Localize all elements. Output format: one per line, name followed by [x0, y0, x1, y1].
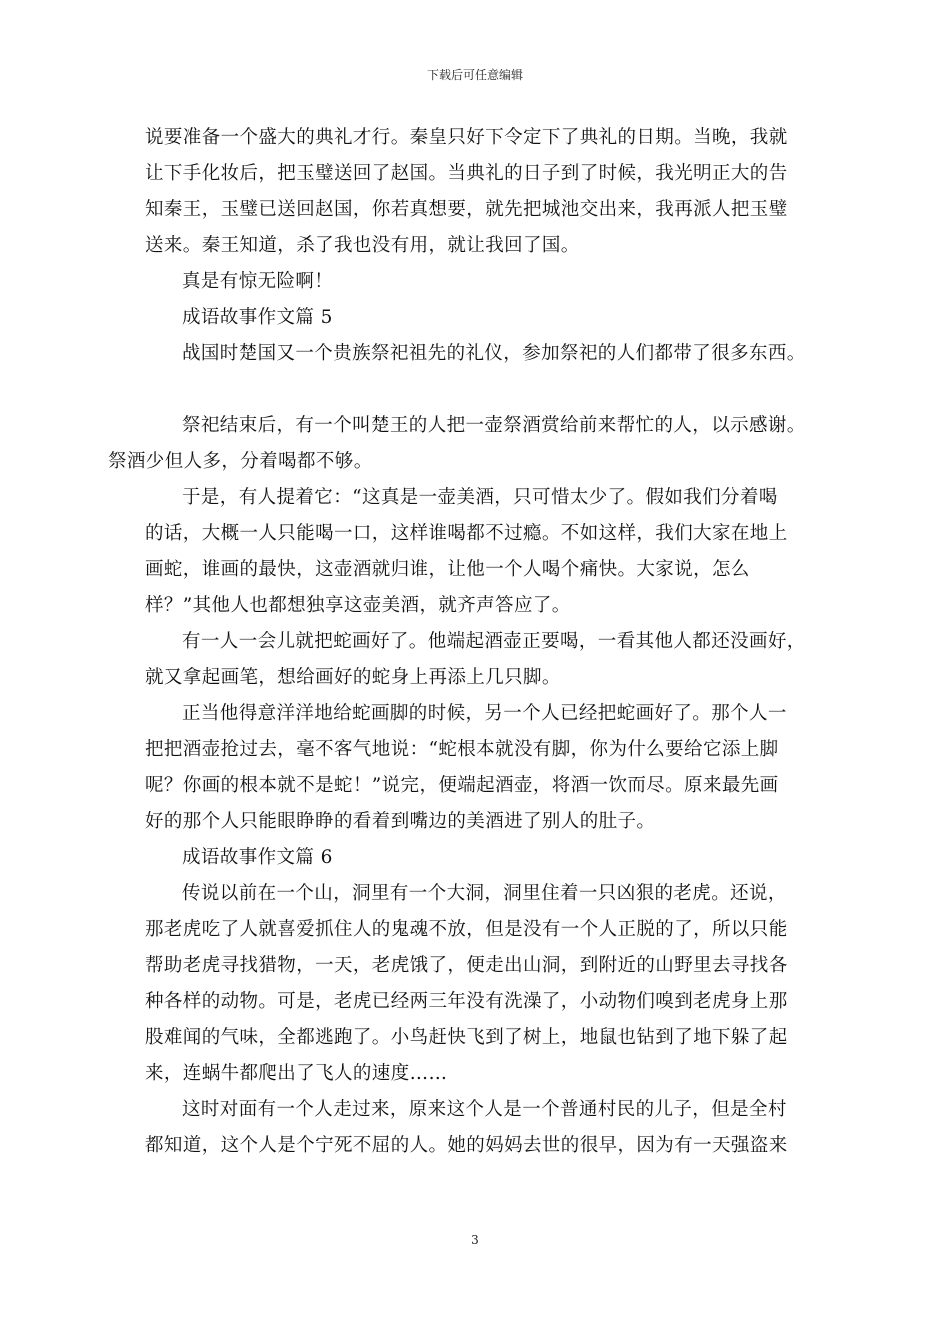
text-line-continued: 那老虎吃了人就喜爱抓住人的鬼魂不放，但是没有一个人正脱的了，所以只能	[145, 919, 788, 940]
paragraph-8	[145, 876, 817, 1092]
text-line-continued: 股难闻的气味，全都逃跑了。小鸟赶快飞到了树上，地鼠也钻到了地下躲了起	[145, 1027, 788, 1048]
section-heading-6	[145, 840, 817, 876]
page-header: 下载后可任意编辑	[426, 68, 523, 82]
document-body	[108, 120, 817, 1164]
text-line: 让下手化妆后，把玉璧送回了赵国。当典礼的日子到了时候，我光明正大的告	[145, 163, 788, 184]
text-line-continued: 呢？你画的根本就不是蛇！”说完，便端起酒壶，将酒一饮而尽。原来最先画	[145, 775, 779, 796]
paragraph-4	[108, 408, 817, 480]
text-line: 知秦王，玉璧已送回赵国，你若真想要，就先把城池交出来，我再派人把玉璧	[145, 199, 788, 220]
text-line-continued: 把把酒壶抢过去，毫不客气地说：“蛇根本就没有脚，你为什么要给它添上脚	[145, 739, 779, 760]
text-line: 成语故事作文篇 5	[182, 307, 333, 328]
paragraph-9	[145, 1092, 817, 1164]
paragraph-5	[145, 480, 817, 624]
text-line-continued: 画蛇，谁画的最快，这壶酒就归谁，让他一个人喝个痛快。大家说，怎么	[145, 559, 750, 580]
paragraph-3	[145, 336, 817, 372]
paragraph-6	[145, 624, 817, 696]
text-line-continued: 来，连蜗牛都爬出了飞人的速度……	[145, 1063, 448, 1084]
text-line: 正当他得意洋洋地给蛇画脚的时候，另一个人已经把蛇画好了。那个人一	[182, 703, 787, 724]
text-line-continued: 的话，大概一人只能喝一口，这样谁喝都不过瘾。不如这样，我们大家在地上	[145, 523, 788, 544]
paragraph-1	[145, 120, 817, 264]
text-line: 有一人一会儿就把蛇画好了。他端起酒壶正要喝，一看其他人都还没画好，	[182, 631, 806, 652]
text-line-continued: 都知道，这个人是个宁死不屈的人。她的妈妈去世的很早，因为有一天强盗来	[145, 1135, 788, 1156]
section-heading-5	[145, 300, 817, 336]
text-line-continued: 种各样的动物。可是，老虎已经两三年没有洗澡了，小动物们嗅到老虎身上那	[145, 991, 788, 1012]
paragraph-2	[145, 264, 817, 300]
text-line-continued: 样？”其他人也都想独享这壶美酒，就齐声答应了。	[145, 595, 571, 616]
text-line: 祭祀结束后，有一个叫楚王的人把一壶祭酒赏给前来帮忙的人，以示感谢。	[182, 415, 806, 436]
page-number: 3	[471, 1233, 479, 1247]
text-line: 说要准备一个盛大的典礼才行。秦皇只好下令定下了典礼的日期。当晚，我就	[145, 127, 788, 148]
blank-line	[145, 372, 817, 408]
text-line: 这时对面有一个人走过来，原来这个人是一个普通村民的儿子，但是全村	[182, 1099, 787, 1120]
text-line-continued: 帮助老虎寻找猎物，一天，老虎饿了，便走出山洞，到附近的山野里去寻找各	[145, 955, 788, 976]
text-line: 成语故事作文篇 6	[182, 847, 333, 868]
text-line-continued: 祭酒少但人多，分着喝都不够。	[108, 451, 373, 472]
text-line: 送来。秦王知道，杀了我也没有用，就让我回了国。	[145, 235, 580, 256]
text-line-continued: 好的那个人只能眼睁睁的看着到嘴边的美酒进了别人的肚子。	[145, 811, 656, 832]
text-line: 传说以前在一个山，洞里有一个大洞，洞里住着一只凶狠的老虎。还说，	[182, 883, 787, 904]
paragraph-7	[145, 696, 817, 840]
text-line: 战国时楚国又一个贵族祭祀祖先的礼仪，参加祭祀的人们都带了很多东西。	[182, 343, 806, 364]
text-line-continued: 就又拿起画笔，想给画好的蛇身上再添上几只脚。	[145, 667, 561, 688]
text-line: 于是，有人提着它：“这真是一壶美酒，只可惜太少了。假如我们分着喝	[182, 487, 778, 508]
text-line: 真是有惊无险啊！	[182, 271, 334, 292]
